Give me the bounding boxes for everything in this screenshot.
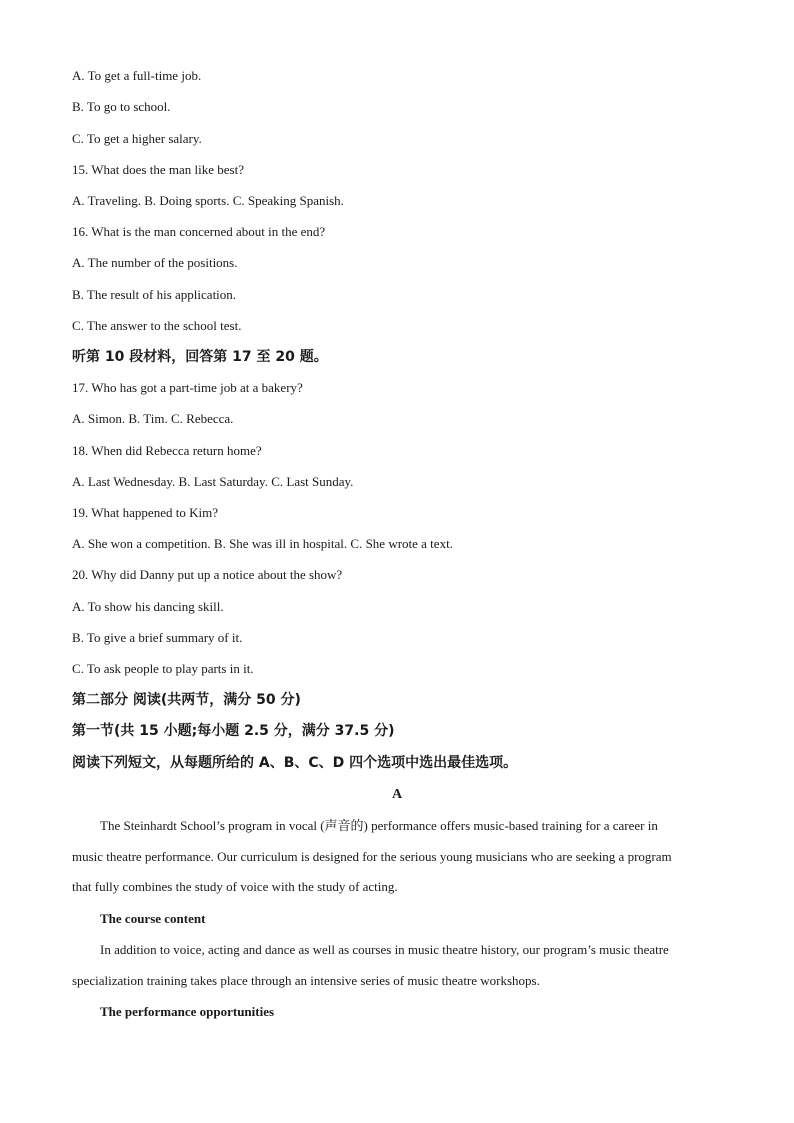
option-line: B. The result of his application. bbox=[72, 287, 237, 302]
option-line: C. The answer to the school test. bbox=[72, 318, 242, 333]
option-line: A. Last Wednesday. B. Last Saturday. C. Last Sunday. bbox=[72, 474, 354, 489]
option-line: B. To go to school. bbox=[72, 99, 171, 114]
option-line: A. She won a competition. B. She was ill in hospital. C. She wrote a text. bbox=[72, 536, 453, 551]
passage-text: In addition to voice, acting and dance as well as courses in music theatre history, our program’s music theatre bbox=[100, 942, 669, 957]
option-line: A. To get a full-time job. bbox=[72, 68, 202, 83]
passage-text: specialization training takes place through an intensive series of music theatre workshops. bbox=[72, 973, 540, 988]
question-line: 17. Who has got a part-time job at a bakery? bbox=[72, 380, 303, 395]
option-line: C. To ask people to play parts in it. bbox=[72, 661, 254, 676]
question-line: 16. What is the man concerned about in the end? bbox=[72, 224, 326, 239]
passage-label: A bbox=[391, 787, 403, 802]
question-line: 20. Why did Danny put up a notice about the show? bbox=[72, 567, 343, 582]
passage-subheading: The performance opportunities bbox=[100, 1004, 275, 1019]
question-line: 19. What happened to Kim? bbox=[72, 505, 218, 520]
part-heading: 第二部分 阅读(共两节，满分 50 分) bbox=[72, 692, 301, 708]
option-line: A. Simon. B. Tim. C. Rebecca. bbox=[72, 411, 234, 426]
section-heading: 第一节(共 15 小题;每小题 2.5 分，满分 37.5 分) bbox=[72, 723, 395, 739]
question-line: 15. What does the man like best? bbox=[72, 162, 244, 177]
passage-subheading: The course content bbox=[100, 911, 206, 926]
passage-text: that fully combines the study of voice with the study of acting. bbox=[72, 879, 398, 894]
passage-text: The Steinhardt School’s program in vocal (声音的) performance offers music-based training for a career in bbox=[100, 818, 658, 833]
reading-instruction: 阅读下列短文，从每题所给的 A、B、C、D 四个选项中选出最佳选项。 bbox=[72, 755, 518, 771]
passage-text: music theatre performance. Our curriculum is designed for the serious young musicians who are seeking a program bbox=[72, 849, 672, 864]
option-line: A. To show his dancing skill. bbox=[72, 599, 224, 614]
section-instruction: 听第 10 段材料，回答第 17 至 20 题。 bbox=[72, 349, 328, 365]
option-line: C. To get a higher salary. bbox=[72, 131, 202, 146]
question-line: 18. When did Rebecca return home? bbox=[72, 443, 262, 458]
option-line: A. The number of the positions. bbox=[72, 255, 238, 270]
option-line: B. To give a brief summary of it. bbox=[72, 630, 243, 645]
option-line: A. Traveling. B. Doing sports. C. Speaking Spanish. bbox=[72, 193, 344, 208]
